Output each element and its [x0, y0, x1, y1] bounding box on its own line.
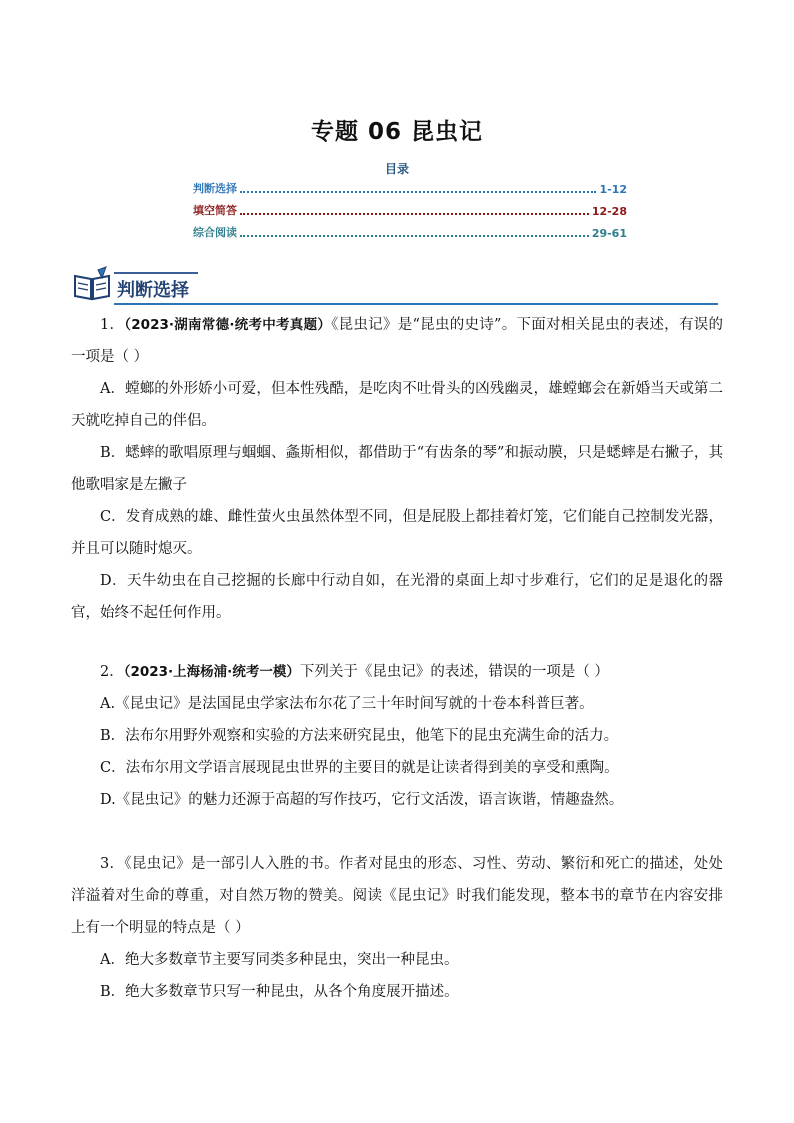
toc-item-reading[interactable] [193, 224, 627, 240]
banner-divider [114, 303, 718, 305]
question-2-options [71, 688, 723, 816]
toc-item-fill[interactable] [193, 202, 627, 218]
option-c[interactable]: C．发育成熟的雄、雌性萤火虫虽然体型不同，但是屁股上都挂着灯笼，它们能自己控制发光器，并且可以随时熄灭。 [71, 509, 723, 557]
section-banner [70, 264, 720, 306]
toc-item-page: 12-28 [591, 205, 627, 218]
question-1-options [71, 373, 723, 629]
toc-item-judgment[interactable] [193, 180, 627, 196]
toc-item-page: 29-61 [591, 227, 627, 240]
question-stem: 下列关于《昆虫记》的表述，错误的一项是（ ） [299, 664, 609, 680]
option-b[interactable]: B．蟋蟀的歌唱原理与蝈蝈、螽斯相似，都借助于“有齿条的琴”和振动膜，只是蟋蟀是右撇子，其他歌唱家是左撇子 [71, 445, 723, 493]
question-number: 1． [100, 317, 125, 333]
banner-line-short [114, 272, 198, 274]
question-stem: 《昆虫记》是“昆虫的史诗”。下面对相关昆虫的表述，有误的一项是（ ） [71, 317, 723, 365]
question-stem: 《昆虫记》是一部引人入胜的书。作者对昆虫的形态、习性、劳动、繁衍和死亡的描述，处处洋溢着对生命的尊重，对自然万物的赞美。阅读《昆虫记》时我们能发现，整本书的章节在内容安排上有一个明显的特点是（ ） [71, 856, 724, 936]
question-3-options [71, 944, 723, 1008]
option-b[interactable]: B．绝大多数章节只写一种昆虫，从各个角度展开描述。 [100, 984, 459, 1000]
toc-item-label: 填空简答 [193, 204, 237, 217]
question-2 [71, 656, 723, 688]
toc-leader [240, 213, 589, 215]
open-book-pen-icon [72, 266, 112, 302]
toc-item-label: 综合阅读 [193, 226, 237, 239]
option-d[interactable]: D．天牛幼虫在自己挖掘的长廊中行动自如，在光滑的桌面上却寸步难行，它们的足是退化的器官，始终不起任何作用。 [71, 573, 723, 621]
page-title: 专题 06 昆虫记 [310, 119, 484, 145]
toc-leader [240, 235, 589, 237]
toc-heading: 目录 [384, 162, 409, 176]
toc-item-page: 1-12 [599, 183, 627, 196]
question-1 [71, 309, 723, 373]
option-c[interactable]: C．法布尔用文学语言展现昆虫世界的主要目的就是让读者得到美的享受和熏陶。 [100, 760, 619, 776]
question-number: 3． [100, 856, 125, 872]
option-b[interactable]: B．法布尔用野外观察和实验的方法来研究昆虫，他笔下的昆虫充满生命的活力。 [100, 728, 619, 744]
section-title: 判断选择 [117, 280, 189, 301]
toc-leader [240, 191, 596, 193]
option-a[interactable]: A.《昆虫记》是法国昆虫学家法布尔花了三十年时间写就的十卷本科普巨著。 [100, 696, 594, 712]
option-a[interactable]: A．螳螂的外形娇小可爱，但本性残酷，是吃肉不吐骨头的凶残幽灵，雄螳螂会在新婚当天或第二天就吃掉自己的伴侣。 [71, 381, 723, 429]
question-number: 2． [100, 664, 124, 680]
option-d[interactable]: D.《昆虫记》的魅力还源于高超的写作技巧，它行文活泼，语言诙谐，情趣盎然。 [100, 792, 624, 808]
question-source: （2023·湖南常德·统考中考真题） [124, 317, 332, 333]
toc-item-label: 判断选择 [193, 182, 237, 195]
option-a[interactable]: A．绝大多数章节主要写同类多种昆虫，突出一种昆虫。 [100, 952, 459, 968]
question-source: （2023·上海杨浦·统考一模） [123, 664, 300, 680]
question-3 [71, 848, 723, 944]
